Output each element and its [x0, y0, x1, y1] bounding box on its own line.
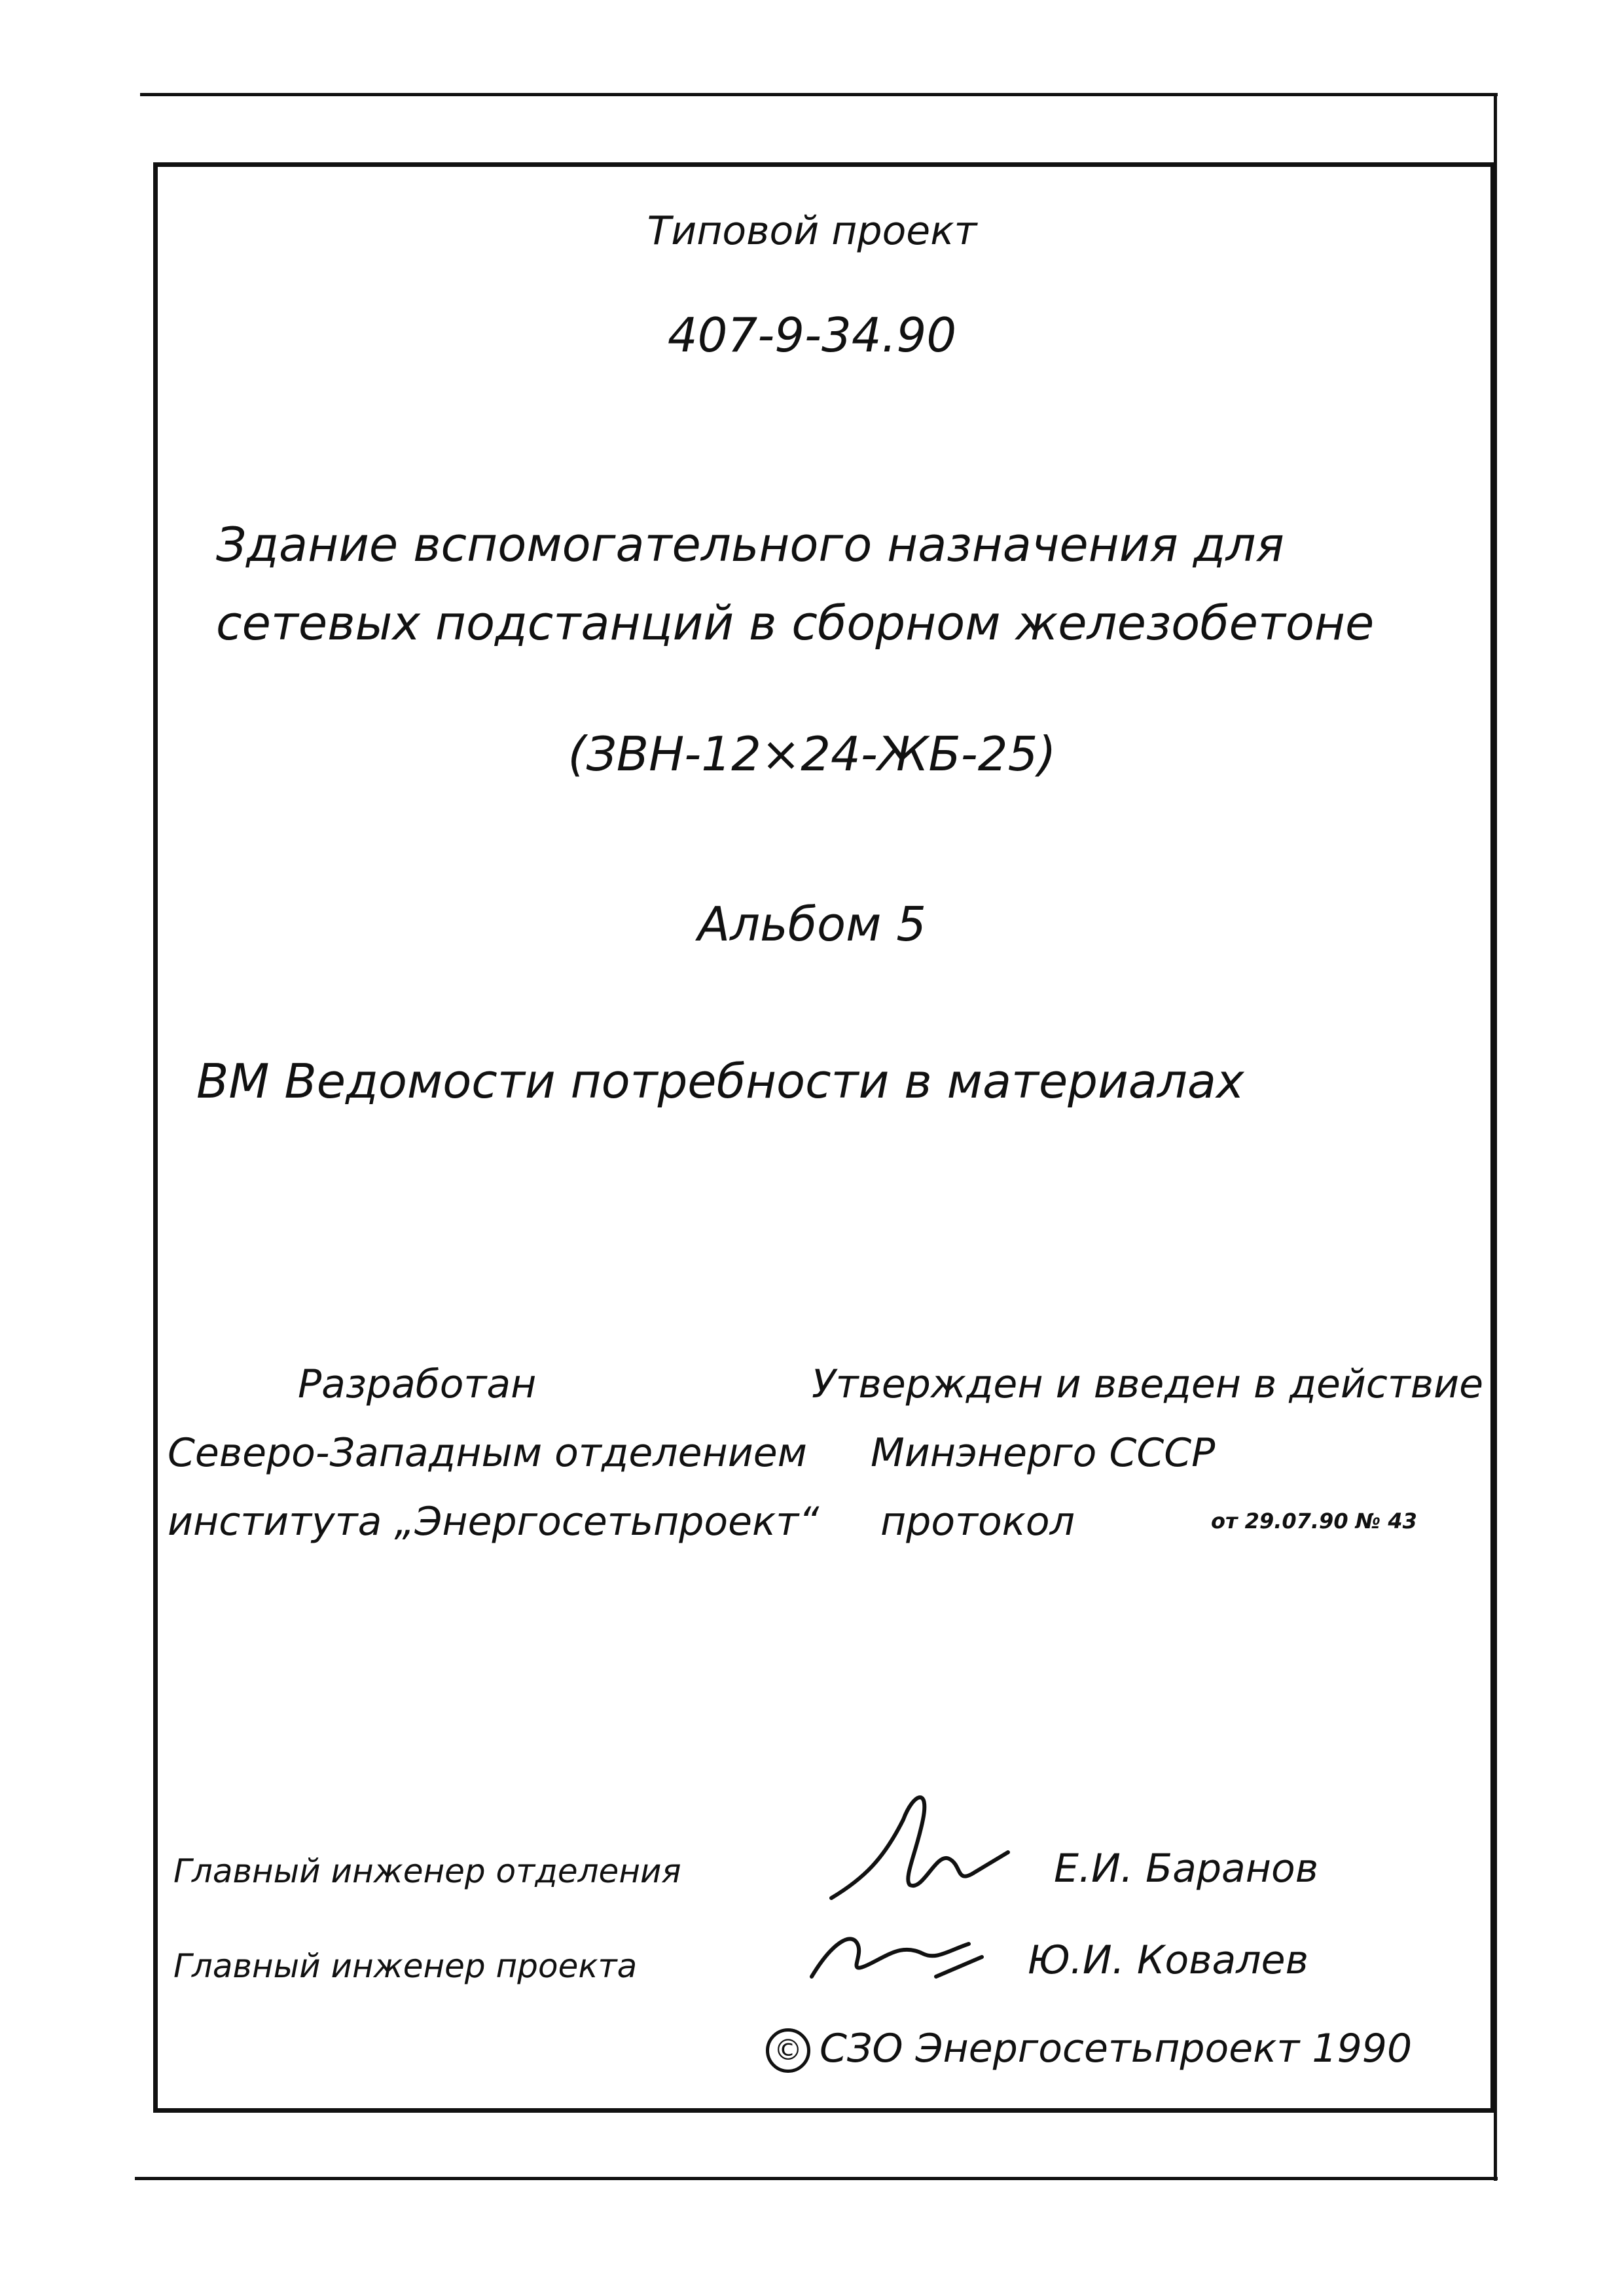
copyright-icon: © — [766, 2028, 810, 2073]
top-border-line — [140, 93, 1498, 96]
copyright-line — [766, 2026, 1412, 2073]
approval-date-number: от 29.07.90 № 43 — [1211, 1509, 1417, 1534]
signature-mark-2 — [805, 1918, 995, 1996]
signature-name-2: Ю.И. Ковалев — [1028, 1937, 1308, 1983]
signature-mark-1 — [825, 1780, 1021, 1911]
title-frame — [153, 162, 1495, 2113]
project-type: Типовой проект — [647, 208, 977, 254]
section-title: ВМ Ведомости потребности в материалах — [196, 1054, 1244, 1109]
bottom-border-line — [135, 2177, 1498, 2180]
developer-line-1: Северо-Западным отделением — [168, 1430, 807, 1476]
title-line-1: Здание вспомогательного назначения для — [216, 517, 1284, 572]
signature-name-1: Е.И. Баранов — [1054, 1846, 1319, 1892]
approval-line-2: протокол — [880, 1499, 1075, 1545]
signature-role-2: Главный инженер проекта — [173, 1947, 638, 1985]
approval-line-1: Минэнерго СССР — [871, 1430, 1216, 1476]
building-code: (ЗВН-12×24-ЖБ-25) — [568, 726, 1056, 781]
developer-line-2: института „Энергосетьпроект“ — [168, 1499, 820, 1545]
title-line-2: сетевых подстанций в сборном железобетоне — [216, 596, 1375, 651]
approval-heading: Утвержден и введен в действие — [812, 1361, 1484, 1407]
project-number: 407-9-34.90 — [667, 308, 957, 363]
copyright-text: СЗО Энергосетьпроект 1990 — [820, 2026, 1413, 2072]
signature-role-1: Главный инженер отделения — [173, 1852, 681, 1890]
developer-heading: Разработан — [298, 1361, 537, 1407]
album-number: Альбом 5 — [697, 897, 927, 952]
